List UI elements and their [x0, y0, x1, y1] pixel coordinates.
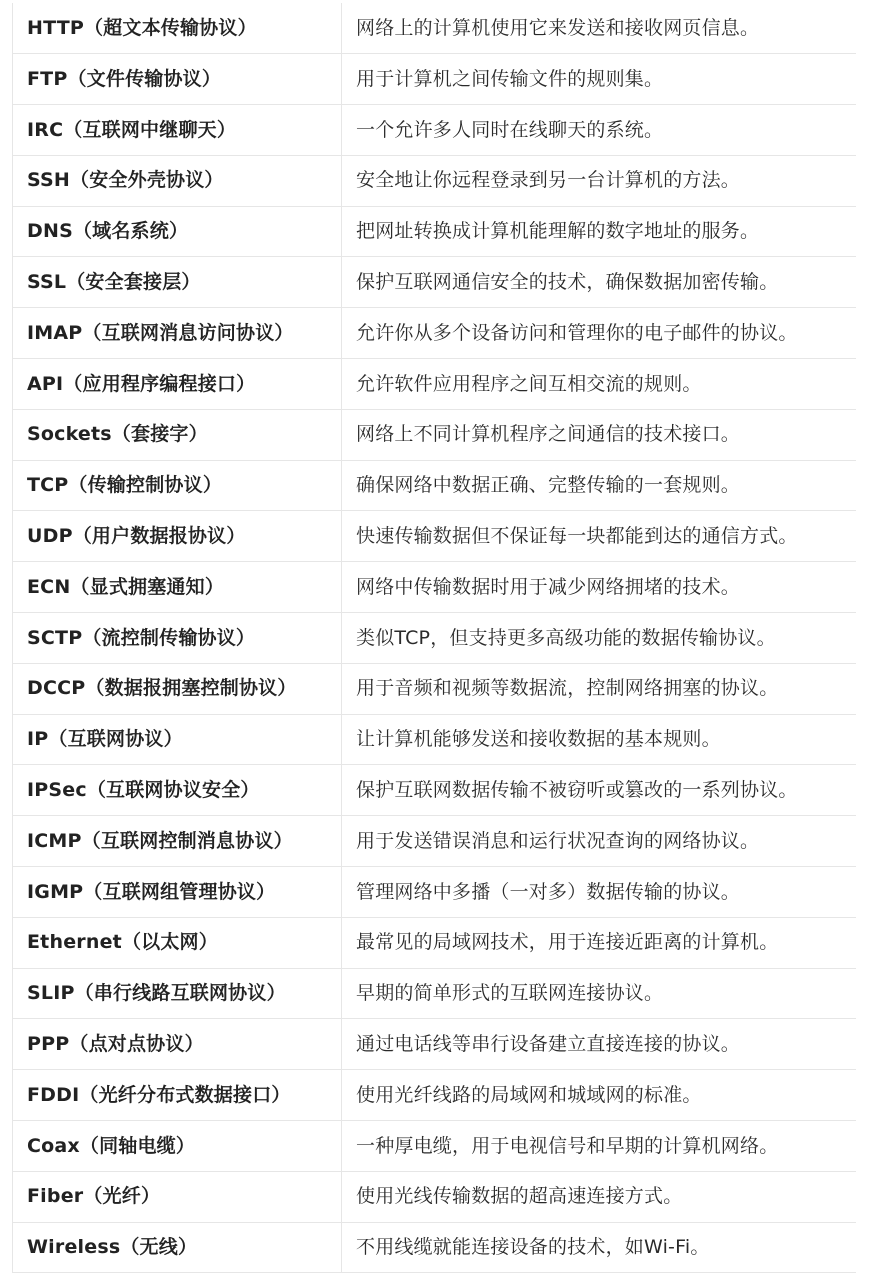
table-row	[13, 613, 856, 664]
description-cell: 保护互联网数据传输不被窃听或篡改的一系列协议。	[342, 765, 856, 816]
table-row	[13, 816, 856, 867]
table-row	[13, 867, 856, 918]
term-cell: IGMP（互联网组管理协议）	[13, 867, 342, 918]
description-cell: 网络上的计算机使用它来发送和接收网页信息。	[342, 3, 856, 54]
table-row	[13, 1222, 856, 1273]
description-cell: 网络中传输数据时用于减少网络拥堵的技术。	[342, 562, 856, 613]
term-cell: ECN（显式拥塞通知）	[13, 562, 342, 613]
term-cell: SSH（安全外壳协议）	[13, 155, 342, 206]
term-cell: PPP（点对点协议）	[13, 1019, 342, 1070]
term-cell: FTP（文件传输协议）	[13, 54, 342, 105]
description-cell: 用于计算机之间传输文件的规则集。	[342, 54, 856, 105]
table-row	[13, 3, 856, 54]
table-row	[13, 917, 856, 968]
term-cell: DCCP（数据报拥塞控制协议）	[13, 663, 342, 714]
table-row	[13, 206, 856, 257]
table-row	[13, 968, 856, 1019]
description-cell: 快速传输数据但不保证每一块都能到达的通信方式。	[342, 511, 856, 562]
term-cell: DNS（域名系统）	[13, 206, 342, 257]
term-cell: IPSec（互联网协议安全）	[13, 765, 342, 816]
table-row	[13, 257, 856, 308]
description-cell: 使用光线传输数据的超高速连接方式。	[342, 1171, 856, 1222]
term-cell: ICMP（互联网控制消息协议）	[13, 816, 342, 867]
table-row	[13, 1070, 856, 1121]
description-cell: 用于发送错误消息和运行状况查询的网络协议。	[342, 816, 856, 867]
description-cell: 管理网络中多播（一对多）数据传输的协议。	[342, 867, 856, 918]
term-cell: SCTP（流控制传输协议）	[13, 613, 342, 664]
description-cell: 使用光纤线路的局域网和城域网的标准。	[342, 1070, 856, 1121]
term-cell: IP（互联网协议）	[13, 714, 342, 765]
term-cell: Ethernet（以太网）	[13, 917, 342, 968]
table-row	[13, 1019, 856, 1070]
description-cell: 安全地让你远程登录到另一台计算机的方法。	[342, 155, 856, 206]
term-cell: Sockets（套接字）	[13, 409, 342, 460]
table-row	[13, 460, 856, 511]
description-cell: 通过电话线等串行设备建立直接连接的协议。	[342, 1019, 856, 1070]
term-cell: SLIP（串行线路互联网协议）	[13, 968, 342, 1019]
term-cell: TCP（传输控制协议）	[13, 460, 342, 511]
description-cell: 最常见的局域网技术，用于连接近距离的计算机。	[342, 917, 856, 968]
term-cell: SSL（安全套接层）	[13, 257, 342, 308]
term-cell: FDDI（光纤分布式数据接口）	[13, 1070, 342, 1121]
description-cell: 一个允许多人同时在线聊天的系统。	[342, 105, 856, 156]
description-cell: 一种厚电缆，用于电视信号和早期的计算机网络。	[342, 1121, 856, 1172]
table-row	[13, 562, 856, 613]
description-cell: 把网址转换成计算机能理解的数字地址的服务。	[342, 206, 856, 257]
term-cell: UDP（用户数据报协议）	[13, 511, 342, 562]
term-cell: IRC（互联网中继聊天）	[13, 105, 342, 156]
table-row	[13, 155, 856, 206]
table-row	[13, 409, 856, 460]
description-cell: 类似TCP，但支持更多高级功能的数据传输协议。	[342, 613, 856, 664]
description-cell: 让计算机能够发送和接收数据的基本规则。	[342, 714, 856, 765]
table-row	[13, 1121, 856, 1172]
description-cell: 网络上不同计算机程序之间通信的技术接口。	[342, 409, 856, 460]
table-row	[13, 714, 856, 765]
term-cell: IMAP（互联网消息访问协议）	[13, 308, 342, 359]
description-cell: 用于音频和视频等数据流，控制网络拥塞的协议。	[342, 663, 856, 714]
table-row	[13, 105, 856, 156]
table-row	[13, 1171, 856, 1222]
term-cell: Fiber（光纤）	[13, 1171, 342, 1222]
term-cell: Wireless（无线）	[13, 1222, 342, 1273]
description-cell: 不用线缆就能连接设备的技术，如Wi-Fi。	[342, 1222, 856, 1273]
term-cell: API（应用程序编程接口）	[13, 359, 342, 410]
table-row	[13, 54, 856, 105]
term-cell: Coax（同轴电缆）	[13, 1121, 342, 1172]
table-row	[13, 308, 856, 359]
description-cell: 早期的简单形式的互联网连接协议。	[342, 968, 856, 1019]
description-cell: 允许你从多个设备访问和管理你的电子邮件的协议。	[342, 308, 856, 359]
description-cell: 保护互联网通信安全的技术，确保数据加密传输。	[342, 257, 856, 308]
protocol-table-container	[12, 3, 855, 1273]
description-cell: 确保网络中数据正确、完整传输的一套规则。	[342, 460, 856, 511]
table-row	[13, 511, 856, 562]
description-cell: 允许软件应用程序之间互相交流的规则。	[342, 359, 856, 410]
table-row	[13, 663, 856, 714]
term-cell: HTTP（超文本传输协议）	[13, 3, 342, 54]
table-row	[13, 765, 856, 816]
table-row	[13, 359, 856, 410]
protocol-glossary-table	[12, 3, 856, 1273]
